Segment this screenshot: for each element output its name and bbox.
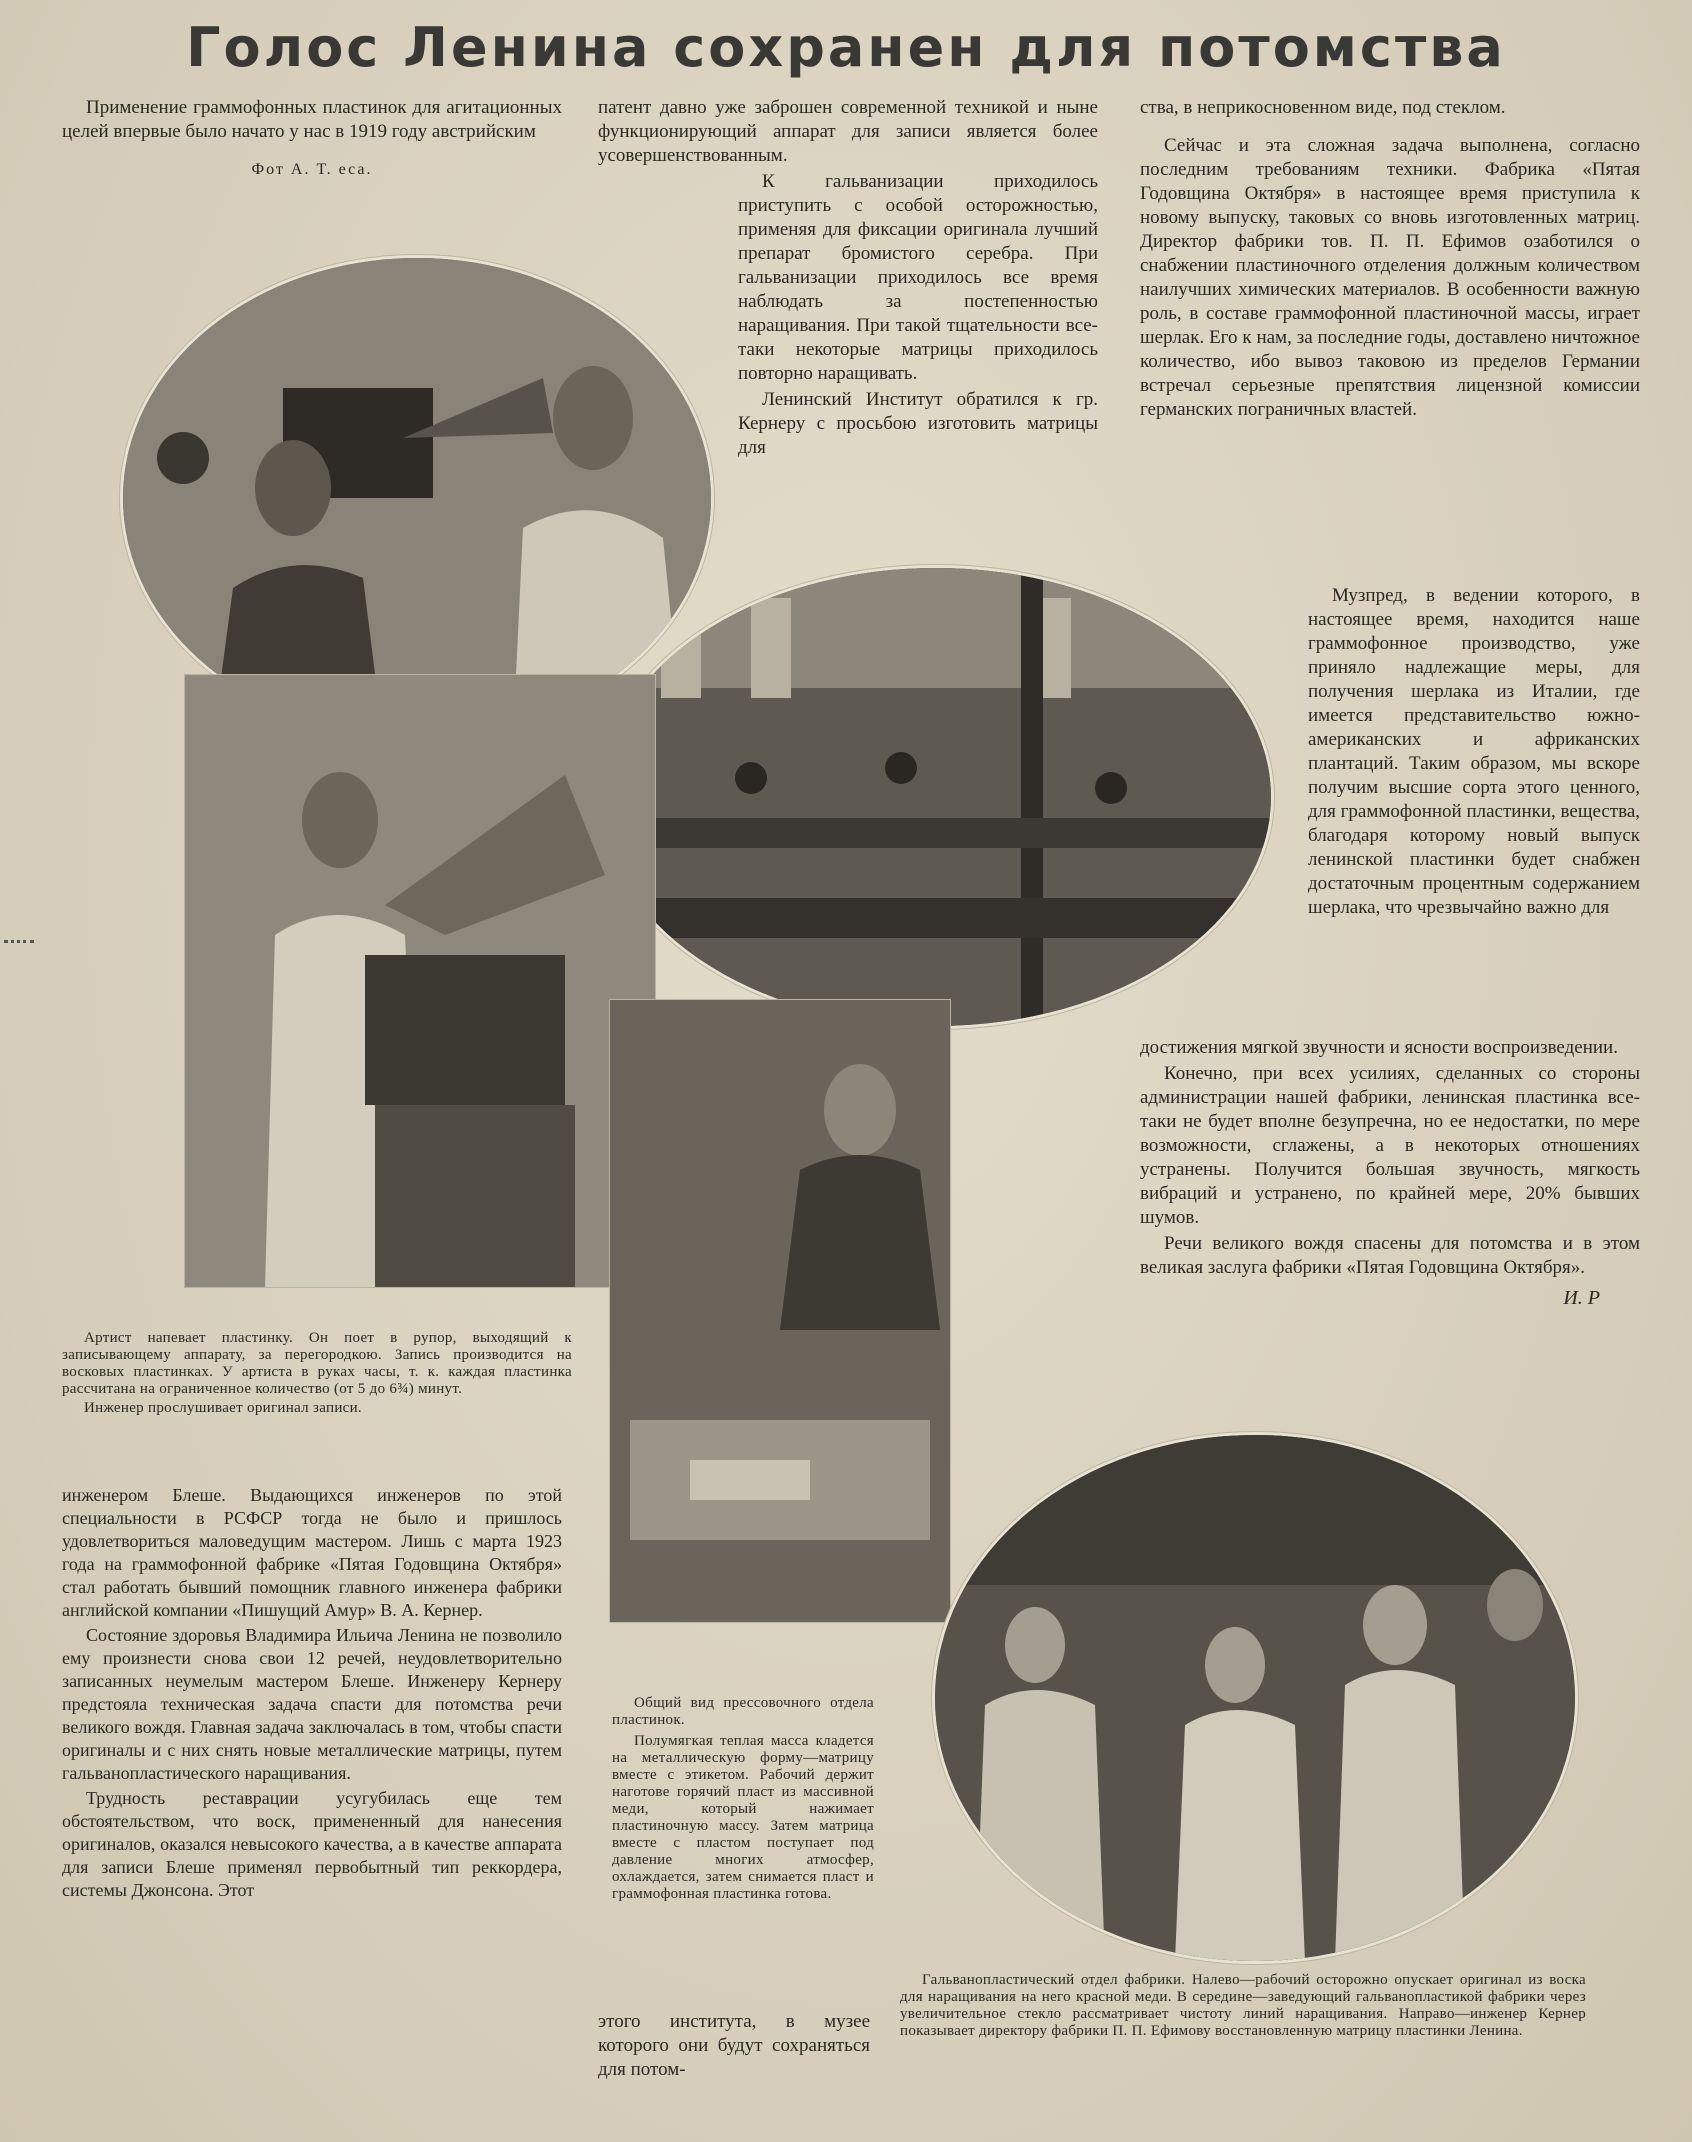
photo-engineer-gramophone bbox=[185, 675, 655, 1287]
photo-singers-recording bbox=[120, 255, 714, 741]
caption-press bbox=[612, 1695, 874, 1903]
paragraph: Состояние здоровья Владимира Ильича Ленина не позволило ему произнести снова свои 12 речей, неудовлетворительно записанных неумелым мастером Блеше. Инженеру Кернеру предстояла техническая задача спасти для потомства речи великого вождя. Главная задача заключалась в том, чтобы спасти оригиналы и с них снять новые металлические матрицы, путем гальванопластического наращивания. bbox=[62, 1625, 562, 1783]
paragraph: этого института, в музее которого они будут сохраняться для потом- bbox=[598, 2011, 870, 2080]
paragraph: ства, в неприкосновенном виде, под стеклом. bbox=[1140, 97, 1506, 118]
caption-title: Общий вид прессовочного отдела пластинок. bbox=[612, 1695, 874, 1728]
paragraph: инженером Блеше. Выдающихся инженеров по этой специальности в РСФСР тогда не было и пришлось удовлетвориться маловедущим мастером. Лишь с марта 1923 года на граммофонной фабрике «Пятая Годовщина Октября» стал работать бывший помощник главного инженера фабрики английской компании «Пишущий Амур» В. А. Кернер. bbox=[62, 1485, 562, 1620]
caption-galvano bbox=[900, 1972, 1586, 2040]
photo-galvano-department bbox=[932, 1432, 1578, 1964]
photo-credit: Фот А. Т. еса. bbox=[251, 161, 373, 178]
paragraph: патент давно уже заброшен современной техникой и ныне функционирующий аппарат для записи является более усовершенствованным. bbox=[598, 97, 1098, 166]
column-3-middle bbox=[1308, 584, 1640, 920]
caption-text: Артист напевает пластинку. Он поет в рупор, выходящий к записывающему аппарату, за перегородкою. Запись производится на восковых пластинках. У артиста в руках часы, т. к. каждая пластинка рассчитана на ограниченное количество (от 5 до 6¾) минут. bbox=[62, 1330, 572, 1397]
paragraph: Трудность реставрации усугубилась еще тем обстоятельством, что воск, примененный для нанесения оригиналов, оказался невысокого качества, а в качестве аппарата для записи Блеше применял первобытный тип реккордера, системы Джонсона. Этот bbox=[62, 1788, 562, 1900]
paragraph: Сейчас и эта сложная задача выполнена, согласно последним требованиям техники. Фабрика «Пятая Годовщина Октября» в настоящее время приступила к новому выпуску, таковых со вновь изготовленных матриц. Директор фабрики тов. П. П. Ефимов озаботился о снабжении пластиночного отделения должным количеством наилучших химических материалов. В особенности важную роль, в составе граммофонной пластиночной массы, играет шерлак. Его к нам, за последние годы, доставлено ничтожное количество, ибо вывоз таковою из пределов Германии встречал серьезные препятствия лицензной комиссии германских пограничных властей. bbox=[1140, 135, 1640, 420]
paragraph: Речи великого вождя спасены для потомства и в этом великая заслуга фабрики «Пятая Годовщина Октября». bbox=[1140, 1233, 1640, 1278]
column-2-bottom bbox=[598, 2010, 870, 2082]
caption-artist bbox=[62, 1330, 572, 1417]
paragraph: К гальванизации приходилось приступить с особой осторожностью, применяя для фиксации оригинала лучший препарат бромистого серебра. При гальванизации приходилось все время наблюдать за постепенностью наращивания. При такой тщательности все-таки некоторые матрицы приходилось повторно наращивать. bbox=[738, 171, 1098, 384]
caption-text: Гальванопластический отдел фабрики. Налево—рабочий осторожно опускает оригинал из воска для наращивания на него красной меди. В середине—заведующий гальванопластикой фабрики через увеличительное стекло рассматривает чистоту линий наращивания. Направо—инженер Кернер показывает директору фабрики П. П. Ефимову восстановленную матрицу пластинки Ленина. bbox=[900, 1972, 1586, 2039]
paragraph: достижения мягкой звучности и ясности воспроизведении. bbox=[1140, 1037, 1618, 1058]
caption-text: Инженер прослушивает оригинал записи. bbox=[84, 1400, 362, 1416]
caption-text: Полумягкая теплая масса кладется на металлическую форму—матрицу вместе с этикетом. Рабочий держит наготове горячий пласт из массивной меди, который нажимает пластиночную массу. Затем матрица вместе с пластом поступает под давление многих атмосфер, охлаждается, затем снимается пласт и граммофонная пластинка готова. bbox=[612, 1733, 874, 1902]
photo-factory-floor bbox=[598, 565, 1274, 1029]
column-3-top bbox=[1140, 96, 1640, 422]
paragraph: Музпред, в ведении которого, в настоящее время, находится наше граммофонное производство, уже приняло надлежащие меры, для получения шерлака из Италии, где имеется представительство южно-американских и африканских плантаций. Таким образом, мы вскоре получим высшие сорта этого ценного, для граммофонной пластинки, вещества, благодаря которому новый выпуск ленинской пластинки будет снабжен достаточным процентным содержанием шерлака, что чрезвычайно важно для bbox=[1308, 585, 1640, 918]
margin-mark bbox=[4, 940, 34, 951]
photo-press-worker bbox=[610, 1000, 950, 1622]
signature: И. Р bbox=[1563, 1287, 1600, 1309]
paragraph: Ленинский Институт обратился к гр. Кернеру с просьбою изготовить матрицы для bbox=[738, 389, 1098, 458]
headline: Голос Ленина сохранен для потомства bbox=[186, 16, 1506, 79]
column-1-top bbox=[62, 96, 562, 182]
column-1-bottom bbox=[62, 1484, 562, 1902]
paragraph: Конечно, при всех усилиях, сделанных со стороны администрации нашей фабрики, ленинская пластинка все-таки не будет вполне безупречна, но ее недостатки, по мере возможности, сглажены, а в некоторых отношениях устранены. Получится большая звучность, мягкость вибраций и устранено, по крайней мере, 20% бывших шумов. bbox=[1140, 1063, 1640, 1228]
column-3-bottom bbox=[1140, 1036, 1640, 1310]
paragraph: Применение граммофонных пластинок для агитационных целей впервые было начато у нас в 1919 году австрийским bbox=[62, 97, 562, 142]
